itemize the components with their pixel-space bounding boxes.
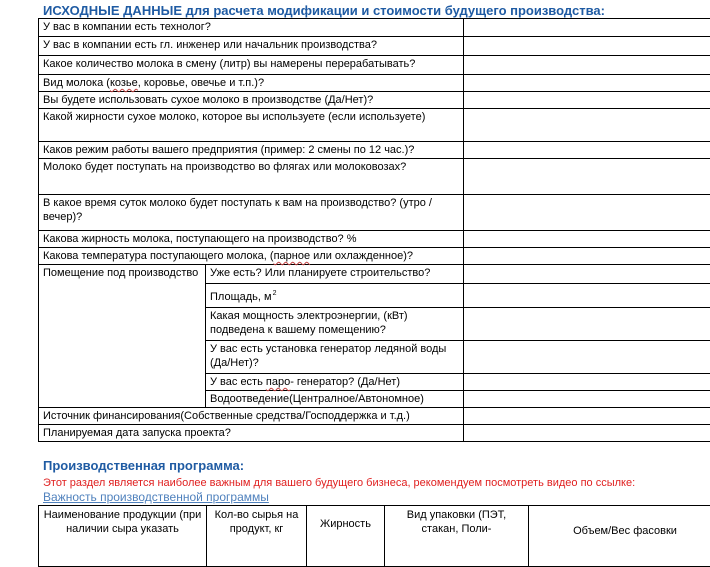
answer-cell[interactable] — [464, 265, 710, 284]
question-text: козье — [110, 77, 138, 89]
question-cell: Какой жирности сухое молоко, которое вы используете (если используете) — [39, 109, 464, 142]
question-text: У вас есть — [210, 376, 266, 388]
question-cell: У вас в компании есть гл. инженер или начальник производства? — [39, 37, 464, 56]
answer-cell[interactable] — [464, 142, 710, 159]
column-header: Объем/Вес фасовки — [529, 506, 710, 567]
question-cell: У вас есть установка генератор ледяной воды (Да/Нет)? — [206, 341, 464, 374]
question-cell: Источник финансирования(Собственные средства/Господдержка и т.д.) — [39, 408, 464, 425]
question-cell: В какое время суток молоко будет поступать к вам на производство? (утро / вечер)? — [39, 195, 464, 231]
answer-cell[interactable] — [464, 75, 710, 92]
answer-cell[interactable] — [464, 425, 710, 442]
answer-cell[interactable] — [464, 308, 710, 341]
question-text: Вид молока ( — [43, 77, 110, 89]
premises-label: Помещение под производство — [39, 265, 206, 408]
question-cell: Уже есть? Или планируете строительство? — [206, 265, 464, 284]
table-row — [39, 19, 710, 37]
video-link[interactable]: Важность производственной программы — [43, 490, 269, 504]
column-header: Жирность — [307, 506, 385, 567]
table-row — [39, 142, 710, 159]
table-row — [39, 425, 710, 442]
question-cell: У вас в компании есть технолог? — [39, 19, 464, 37]
question-cell: Какая мощность электроэнергии, (кВт) подведена к вашему помещению? — [206, 308, 464, 341]
table-row — [39, 92, 710, 109]
question-cell — [206, 374, 464, 391]
answer-cell[interactable] — [464, 341, 710, 374]
column-header: Кол-во сырья на продукт, кг — [207, 506, 307, 567]
superscript: 2 — [273, 290, 277, 297]
question-text: , коровье, овечье и т.п.)? — [138, 77, 264, 89]
program-heading: Производственная программа: — [43, 458, 244, 473]
question-cell: Вы будете использовать сухое молоко в производстве (Да/Нет)? — [39, 92, 464, 109]
answer-cell[interactable] — [464, 19, 710, 37]
table-row — [39, 109, 710, 142]
answer-cell[interactable] — [464, 109, 710, 142]
answer-cell[interactable] — [464, 374, 710, 391]
table-row — [39, 248, 710, 265]
table-row — [39, 37, 710, 56]
answer-cell[interactable] — [464, 391, 710, 408]
question-text: паро — [266, 376, 290, 388]
answer-cell[interactable] — [464, 159, 710, 195]
production-program-table — [38, 505, 710, 567]
answer-cell[interactable] — [464, 92, 710, 109]
question-cell: Водоотведение(Централное/Автономное) — [206, 391, 464, 408]
question-text: Площадь, м — [210, 291, 272, 303]
question-cell: Какова жирность молока, поступающего на производство? % — [39, 231, 464, 248]
question-text: - генератор? (Да/Нет) — [290, 376, 400, 388]
table-header-row — [39, 506, 710, 567]
answer-cell[interactable] — [464, 231, 710, 248]
table-row — [39, 56, 710, 75]
question-text: Какова температура поступающего молока, ( — [43, 250, 274, 262]
table-row — [39, 75, 710, 92]
answer-cell[interactable] — [464, 284, 710, 308]
answer-cell[interactable] — [464, 37, 710, 56]
answer-cell[interactable] — [464, 248, 710, 265]
answer-cell[interactable] — [464, 195, 710, 231]
answer-cell[interactable] — [464, 56, 710, 75]
form-title: ИСХОДНЫЕ ДАННЫЕ для расчета модификации и стоимости будущего производства: — [43, 3, 605, 18]
question-cell — [39, 248, 464, 265]
table-row — [39, 408, 710, 425]
note-text: Этот раздел является наиболее важным для вашего будущего бизнеса, рекомендуем посмотреть видео по ссылке: — [43, 477, 635, 489]
table-row — [39, 195, 710, 231]
question-cell: Каков режим работы вашего предприятия (пример: 2 смены по 12 час.)? — [39, 142, 464, 159]
question-text: парное — [274, 250, 311, 262]
question-text: или охлажденное)? — [310, 250, 413, 262]
column-header: Вид упаковки (ПЭТ, стакан, Поли- — [385, 506, 529, 567]
table-row — [39, 265, 710, 284]
table-row — [39, 231, 710, 248]
column-header: Наименование продукции (при наличии сыра указать — [39, 506, 207, 567]
program-note — [43, 476, 663, 505]
initial-data-table — [38, 18, 710, 442]
question-cell: Какое количество молока в смену (литр) вы намерены перерабатывать? — [39, 56, 464, 75]
question-cell — [206, 284, 464, 308]
question-cell — [39, 75, 464, 92]
table-row — [39, 159, 710, 195]
question-cell: Молоко будет поступать на производство во флягах или молоковозах? — [39, 159, 464, 195]
question-cell: Планируемая дата запуска проекта? — [39, 425, 464, 442]
answer-cell[interactable] — [464, 408, 710, 425]
